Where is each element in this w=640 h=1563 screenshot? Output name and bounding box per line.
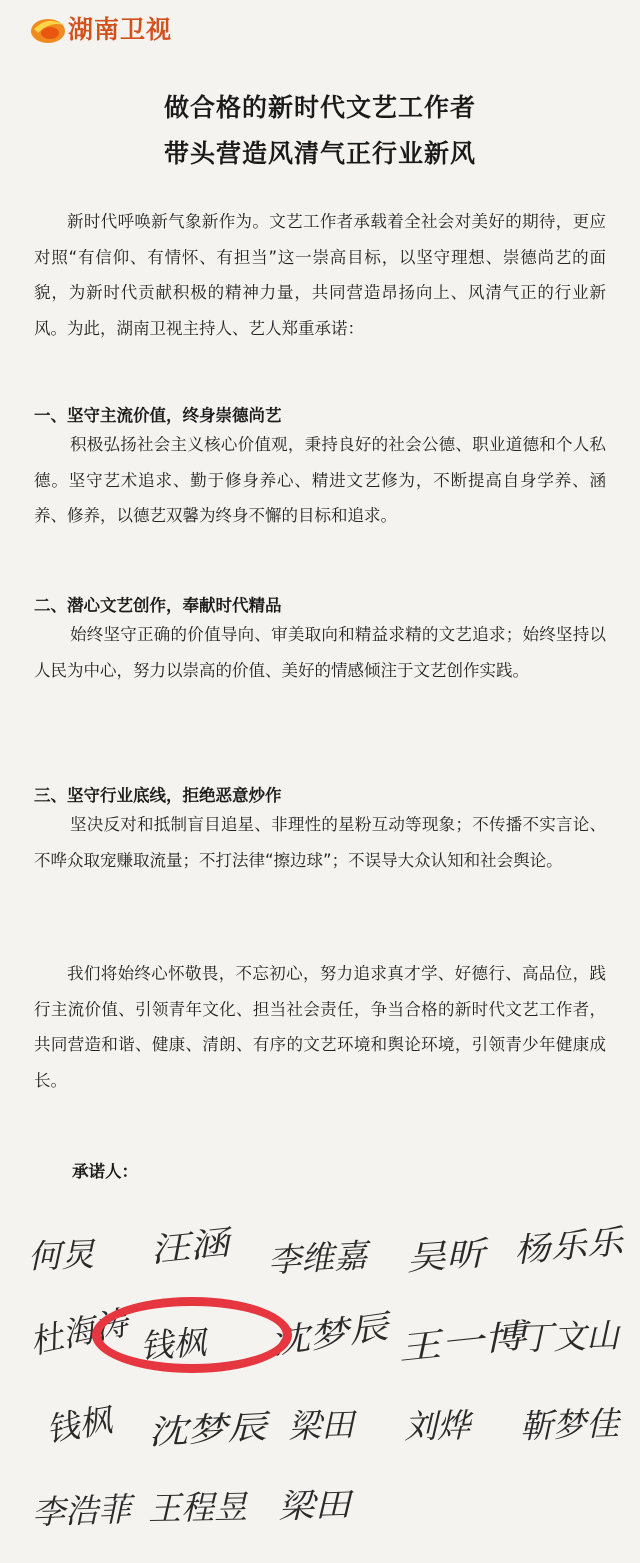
signer-label: 承诺人： [72,1162,138,1181]
signature: 李维嘉 [267,1235,368,1280]
closing-paragraph: 我们将始终心怀敬畏，不忘初心，努力追求真才学、好德行、高品位，践行主流价值、引领青年文化、担当社会责任，争当合格的新时代文艺工作者，共同营造和谐、健康、清朗、有序的文艺环境和舆论环境，引领青少年健康成长。 [34,964,606,1090]
section-2-heading: 二、潜心文艺创作，奉献时代精品 [34,596,282,615]
intro-paragraph: 新时代呼唤新气象新作为。文艺工作者承载着全社会对美好的期待，更应对照“有信仰、有情怀、有担当”这一崇高目标，以坚守理想、崇德尚艺的面貌，为新时代贡献积极的精神力量，共同营造昂扬向上、风清气正的行业新风。为此，湖南卫视主持人、艺人郑重承诺： [34,212,606,338]
signature: 靳梦佳 [519,1403,620,1446]
signature: 吴昕 [404,1233,487,1278]
signature: 钱枫 [138,1322,208,1366]
title-line-1: 做合格的新时代文艺工作者 [163,93,476,122]
signature: 沈梦辰 [267,1306,391,1362]
signature: 刘烨 [403,1405,471,1446]
signature: 杜海涛 [26,1302,132,1362]
red-highlight-circle [92,1297,292,1373]
signature: 梁田 [287,1404,355,1446]
signature: 何炅 [27,1234,95,1276]
section-3-body: 坚决反对和抵制盲目追星、非理性的星粉互动等现象；不传播不实言论、不哗众取宠赚取流量；不打法律“擦边球”；不误导大众认知和社会舆论。 [34,815,606,870]
section-1-body: 积极弘扬社会主义核心价值观，秉持良好的社会公德、职业道德和个人私德。坚守艺术追求、勤于修身养心、精进文艺修为，不断提高自身学养、涵养、修养，以德艺双馨为终身不懈的目标和追求。 [34,435,606,525]
section-1-heading: 一、坚守主流价值，终身崇德尚艺 [34,406,282,425]
signature: 梁田 [277,1484,352,1526]
signature: 李浩菲 [31,1489,132,1532]
signature: 王一博 [396,1315,529,1368]
signature: 汪涵 [148,1222,232,1270]
signature: 杨乐乐 [512,1221,625,1270]
brand-name: 湖南卫视 [68,15,173,44]
signature: 钱枫 [42,1399,115,1450]
signature: 沈梦辰 [147,1406,268,1452]
signature-area [0,1195,640,1563]
section-2-body: 始终坚守正确的价值导向、审美取向和精益求精的文艺追求；始终坚持以人民为中心，努力以崇高的价值、美好的情感倾注于文艺创作实践。 [34,625,606,680]
signature: 王程昱 [147,1487,248,1528]
section-3-heading: 三、坚守行业底线，拒绝恶意炒作 [34,786,282,805]
brand-logo [28,8,172,48]
mango-logo-icon [28,11,68,45]
title-line-2: 带头营造风清气正行业新风 [163,139,476,168]
signature: 丁文山 [519,1315,620,1358]
